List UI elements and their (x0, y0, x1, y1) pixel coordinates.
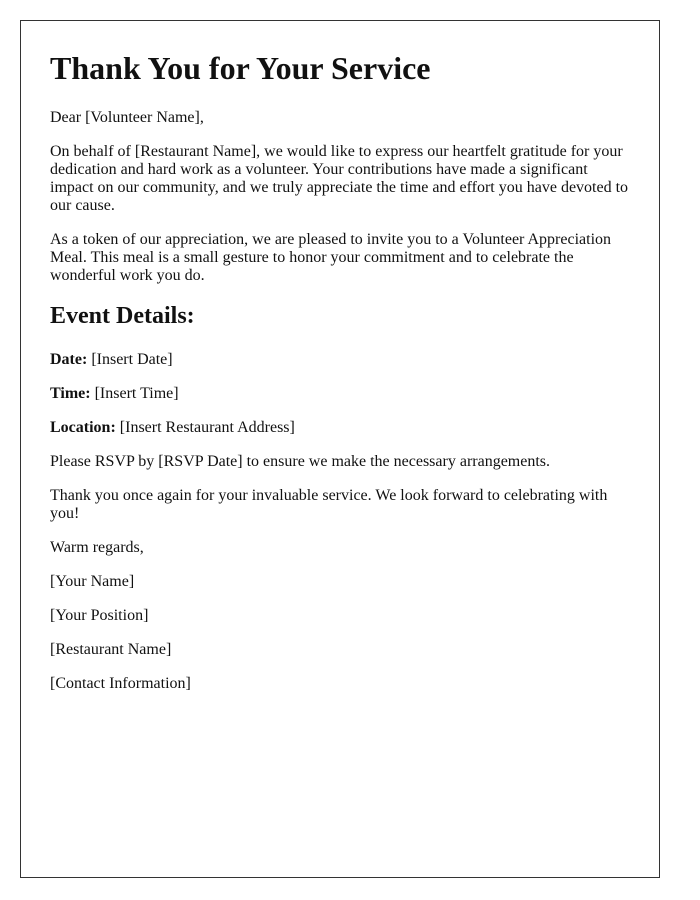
event-time-line (50, 385, 630, 403)
event-date-value: [Insert Date] (87, 351, 173, 368)
rsvp-paragraph: Please RSVP by [RSVP Date] to ensure we make the necessary arrangements. (50, 453, 551, 470)
body-paragraph-gratitude: On behalf of [Restaurant Name], we would like to express our heartfelt gratitude for your dedication and hard work as a volunteer. Your contributions have made a significant impact on our community, and we truly appreciate the time and effort you have devoted to our cause. (50, 143, 629, 214)
signature-restaurant: [Restaurant Name] (50, 641, 172, 658)
letter-page (20, 20, 660, 878)
event-time-value: [Insert Time] (90, 385, 179, 402)
signature-name: [Your Name] (50, 573, 135, 590)
event-date-label: Date: (50, 351, 88, 368)
body-paragraph-invitation: As a token of our appreciation, we are pleased to invite you to a Volunteer Appreciation Meal. This meal is a small gesture to honor your commitment and to celebrate the wonderful work you do. (50, 231, 612, 284)
event-location-line (50, 419, 630, 437)
letter-title: Thank You for Your Service (50, 50, 431, 86)
event-details-heading: Event Details: (50, 303, 195, 329)
event-time-label: Time: (50, 385, 91, 402)
event-date-line (50, 351, 630, 369)
closing-paragraph: Thank you once again for your invaluable service. We look forward to celebrating with you! (50, 487, 608, 522)
salutation: Dear [Volunteer Name], (50, 109, 204, 126)
signature-position: [Your Position] (50, 607, 149, 624)
sign-off: Warm regards, (50, 539, 144, 556)
event-location-label: Location: (50, 419, 116, 436)
event-location-value: [Insert Restaurant Address] (115, 419, 295, 436)
signature-contact: [Contact Information] (50, 675, 191, 692)
